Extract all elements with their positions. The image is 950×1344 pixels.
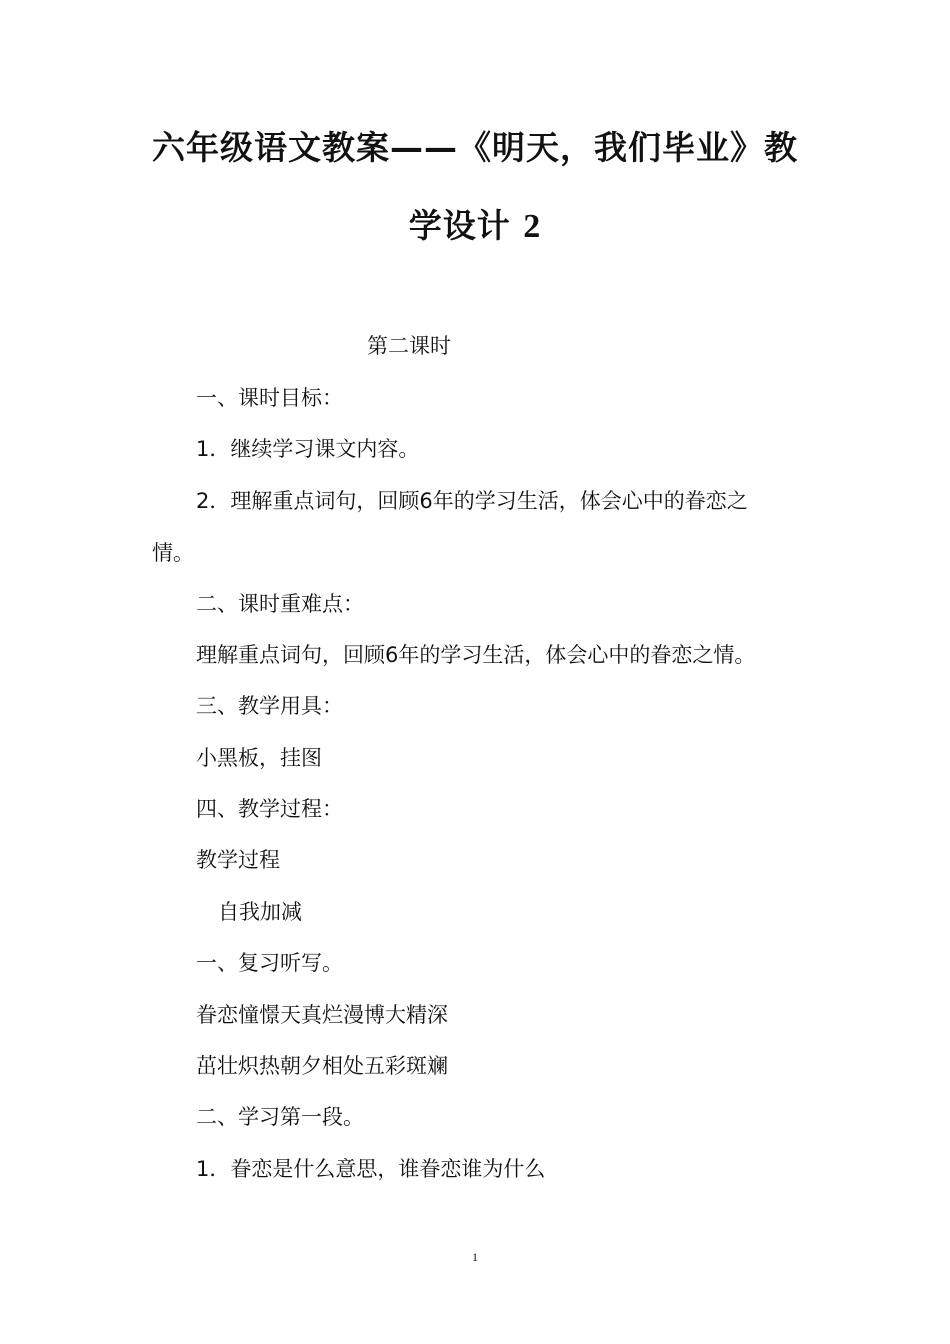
question-item-1: 1．眷恋是什么意思，谁眷恋谁为什么 bbox=[196, 1157, 546, 1181]
document-title-line-2 bbox=[0, 200, 950, 247]
section-heading-tools: 三、教学用具： bbox=[196, 694, 343, 718]
page-number: 1 bbox=[472, 1250, 478, 1264]
document-title-line-1: 六年级语文教案——《明天，我们毕业》教 bbox=[152, 128, 798, 167]
step-learn-first-paragraph: 二、学习第一段。 bbox=[196, 1105, 364, 1129]
difficulties-text: 理解重点词句，回顾6年的学习生活，体会心中的眷恋之情。 bbox=[196, 643, 756, 667]
tools-text: 小黑板，挂图 bbox=[196, 746, 322, 770]
document-title-text: 学设计 bbox=[408, 206, 511, 245]
goal-item-2: 2．理解重点词句，回顾6年的学习生活，体会心中的眷恋之 bbox=[196, 489, 748, 513]
self-adjust-label: 自我加减 bbox=[218, 900, 302, 924]
goal-item-2-continued: 情。 bbox=[152, 541, 194, 565]
section-heading-process: 四、教学过程： bbox=[196, 797, 343, 821]
lesson-heading: 第二课时 bbox=[367, 334, 451, 358]
vocabulary-line-1: 眷恋憧憬天真烂漫博大精深 bbox=[196, 1003, 448, 1027]
vocabulary-line-2: 茁壮炽热朝夕相处五彩斑斓 bbox=[196, 1054, 448, 1078]
document-title-number: 2 bbox=[523, 208, 542, 245]
section-heading-goals: 一、课时目标： bbox=[196, 386, 343, 410]
process-label: 教学过程 bbox=[196, 848, 280, 872]
step-review-dictation: 一、复习听写。 bbox=[196, 951, 343, 975]
goal-item-1: 1．继续学习课文内容。 bbox=[196, 437, 420, 461]
section-heading-difficulties: 二、课时重难点： bbox=[196, 592, 364, 616]
